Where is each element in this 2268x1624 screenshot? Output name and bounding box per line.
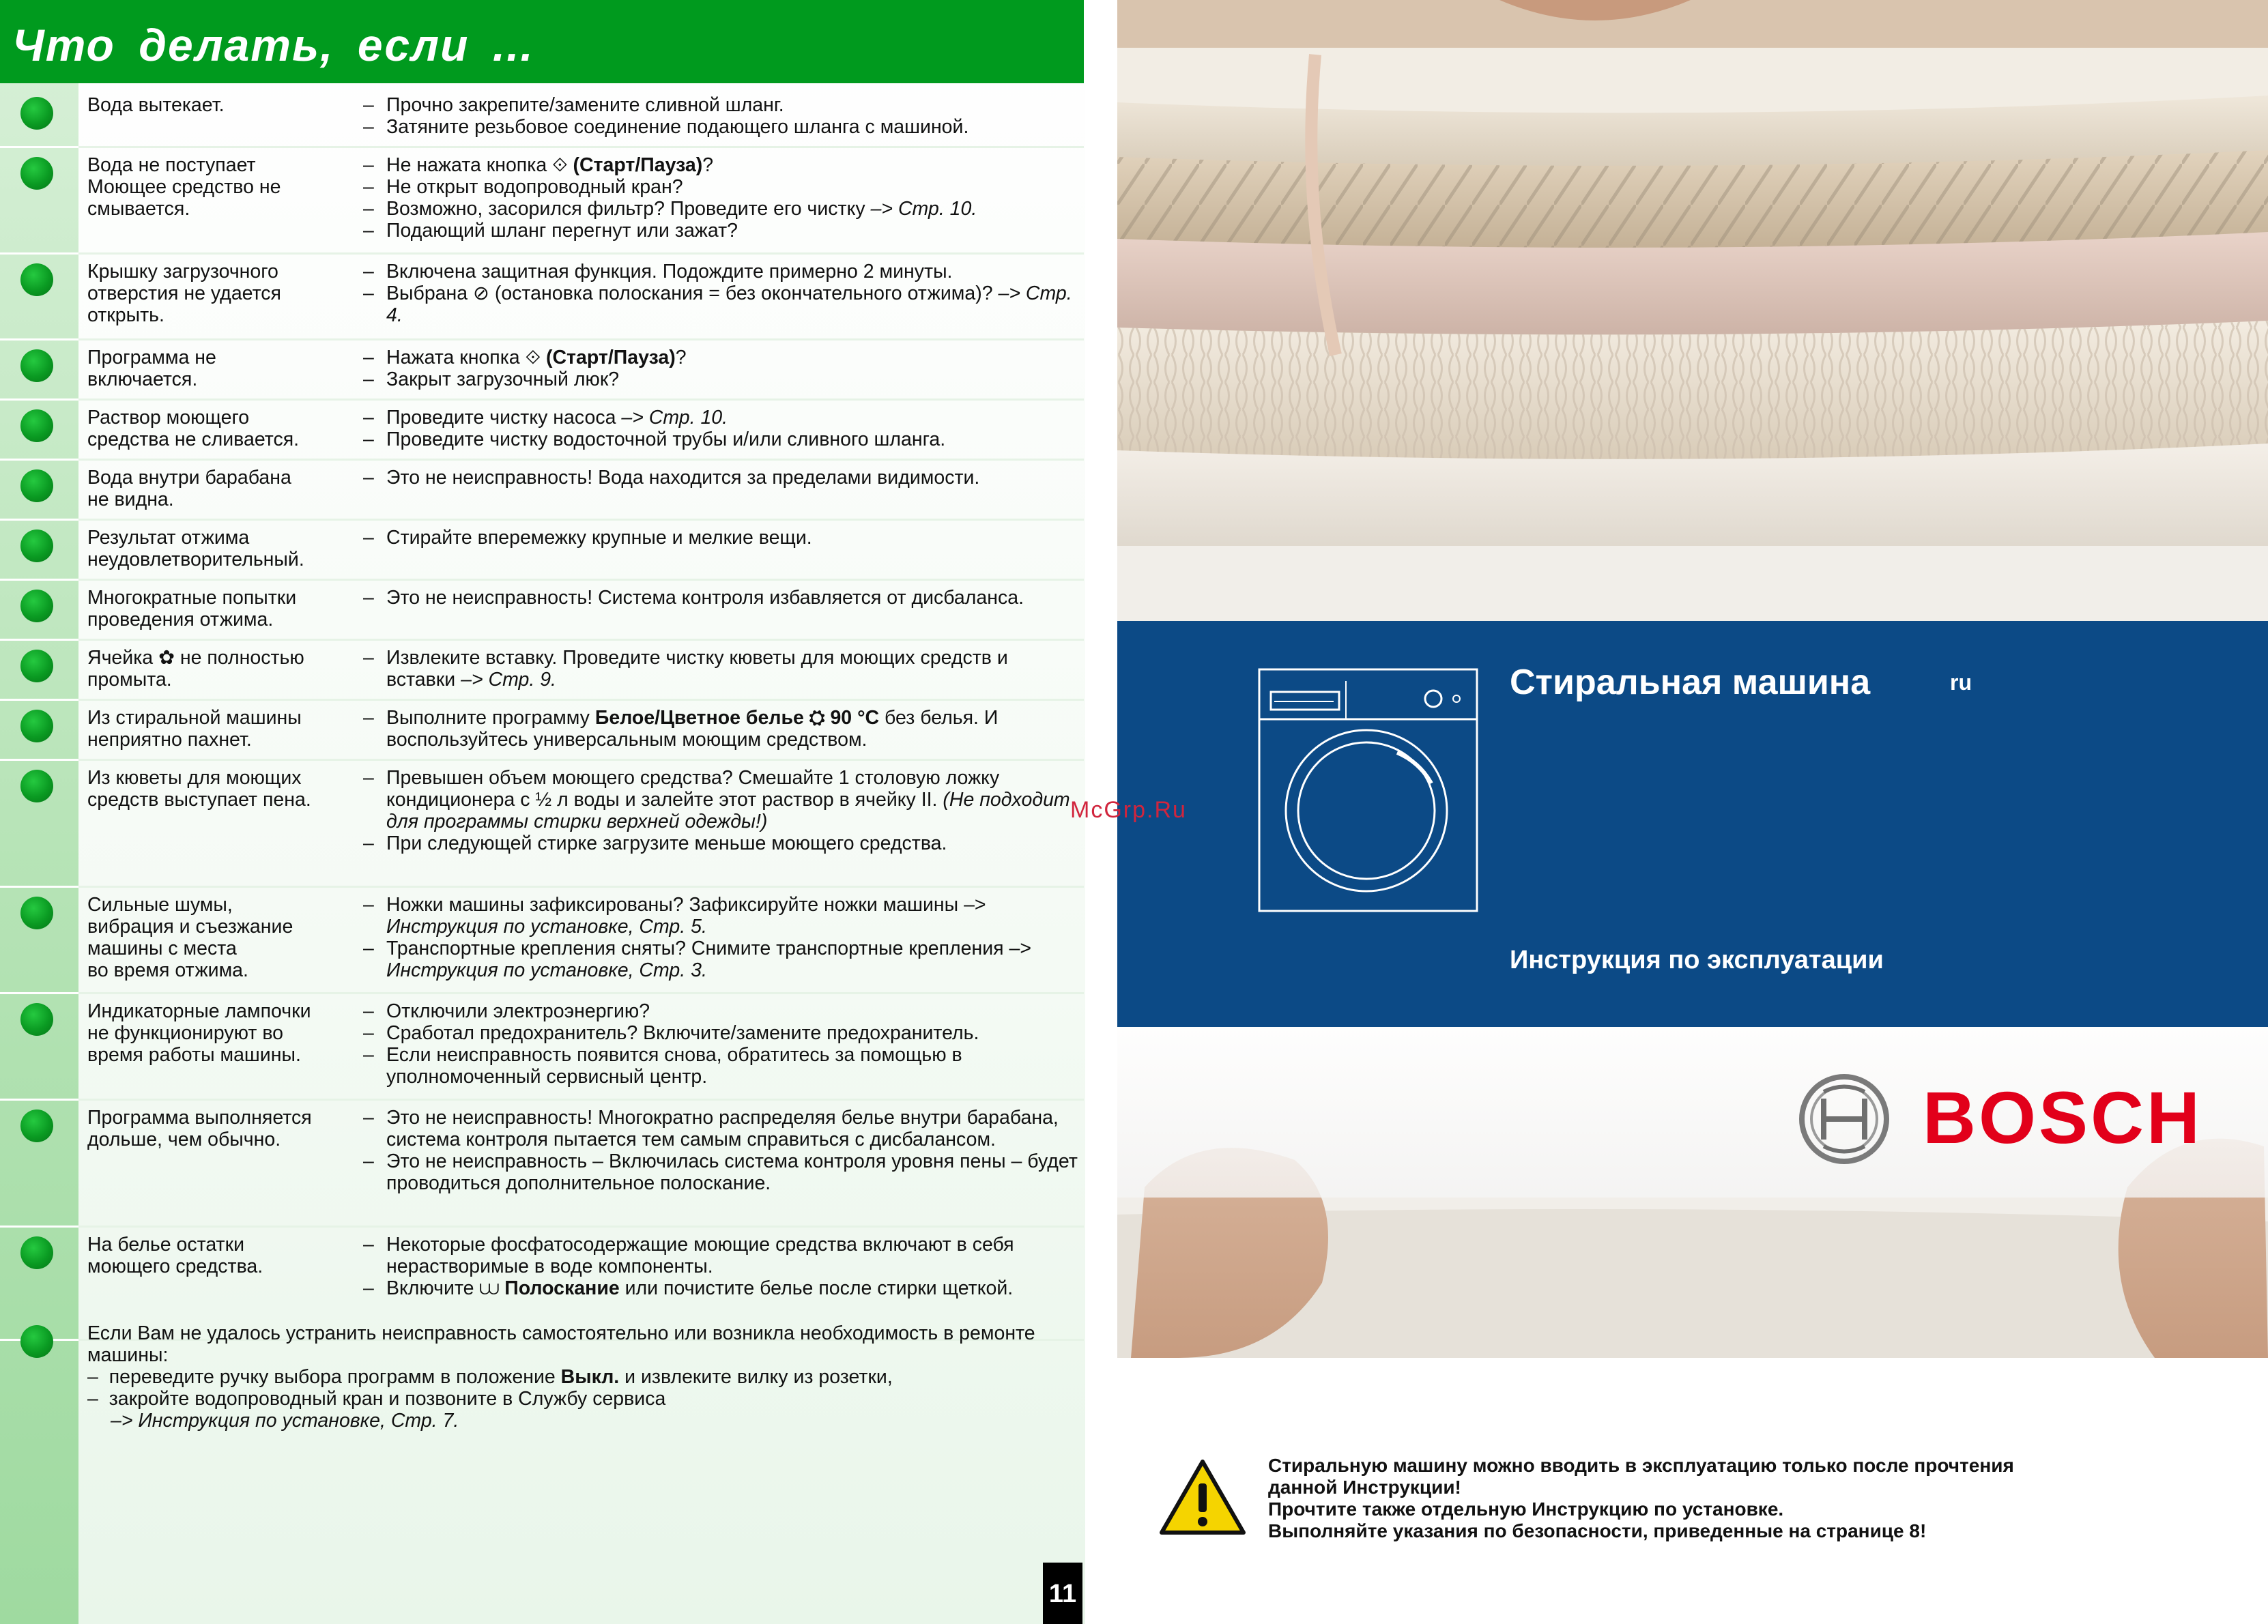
service-note-text xyxy=(87,1322,1077,1432)
dash-bullet: – xyxy=(363,368,374,390)
dash-bullet: – xyxy=(363,1107,374,1129)
remedy-text: Сработал предохранитель? Включите/замените предохранитель. xyxy=(386,1022,979,1044)
remedy-item xyxy=(363,282,1080,326)
dash-bullet: – xyxy=(363,938,374,959)
remedy-item xyxy=(363,1022,1080,1044)
remedy-item xyxy=(363,1044,1080,1088)
problem-text: Многократные попытки проведения отжима. xyxy=(87,587,297,630)
problem-text: Программа не включается. xyxy=(87,347,216,390)
bullet-dot xyxy=(20,157,53,190)
page-number: 11 xyxy=(1048,1580,1077,1608)
remedy-item xyxy=(363,467,1080,489)
header-bar xyxy=(0,0,1084,83)
remedy-text: ? xyxy=(702,154,714,176)
dash-bullet: – xyxy=(363,1277,374,1299)
remedy-text: –> Стр. 4. xyxy=(386,282,1072,326)
safety-warning-line: Выполняйте указания по безопасности, приведенные на странице 8! xyxy=(1268,1520,1927,1541)
bullet-dot xyxy=(20,590,53,622)
cover-page xyxy=(1117,0,2268,1624)
problem-text: Из кюветы для моющих средств выступает пена. xyxy=(87,767,311,811)
remedy-text: Инструкция по установке, Стр. 3. xyxy=(386,959,707,981)
bullet-dot xyxy=(20,1325,53,1358)
dash-bullet: – xyxy=(363,767,374,789)
remedy-list xyxy=(363,894,1080,981)
dash-bullet: – xyxy=(363,282,374,304)
remedy-text: Включите ⩊ xyxy=(386,1277,505,1299)
dash-bullet: – xyxy=(363,467,374,489)
row-divider xyxy=(78,146,1084,148)
service-note-item-text: переведите ручку выбора программ в положение xyxy=(109,1366,561,1388)
row-divider xyxy=(78,699,1084,701)
remedy-item xyxy=(363,261,1080,282)
remedy-item xyxy=(363,767,1080,832)
remedy-text: Полоскание xyxy=(504,1277,620,1299)
remedy-list xyxy=(363,767,1080,854)
row-divider xyxy=(78,886,1084,888)
remedy-list xyxy=(363,1107,1080,1194)
remedy-item xyxy=(363,407,1080,429)
troubleshooting-row xyxy=(0,996,1084,1101)
remedy-item xyxy=(363,116,1080,138)
page-title: Что делать, если ... xyxy=(12,20,534,70)
remedy-list xyxy=(363,707,1080,751)
remedy-list xyxy=(363,467,1080,489)
remedy-text: ? xyxy=(675,347,687,368)
page-number-box xyxy=(1043,1563,1082,1624)
service-note-intro: Если Вам не удалось устранить неисправность самостоятельно или возникла необходимость в ремонте машины: xyxy=(87,1322,1035,1366)
manual-subtitle: Инструкция по эксплуатации xyxy=(1510,946,1884,974)
remedy-text: Выполните программу xyxy=(386,707,595,729)
dash-bullet: – xyxy=(363,647,374,669)
remedy-text: Если неисправность появится снова, обратитесь за помощью в уполномоченный сервисный центр. xyxy=(386,1044,962,1088)
service-note-item-text: закройте водопроводный кран и позвоните в Службу сервиса xyxy=(109,1388,666,1410)
bosch-wordmark: BOSCH xyxy=(1923,1076,2203,1159)
dash-bullet: – xyxy=(363,94,374,116)
service-note-item-text: и извлеките вилку из розетки, xyxy=(619,1366,893,1388)
problem-text: Вода не поступает Моющее средство не смывается. xyxy=(87,154,281,220)
remedy-list xyxy=(363,261,1080,326)
remedy-text: Это не неисправность! Вода находится за пределами видимости. xyxy=(386,467,980,489)
remedy-text: Нажата кнопка ⟐ xyxy=(386,347,546,368)
remedy-list xyxy=(363,94,1080,138)
row-divider xyxy=(78,1226,1084,1228)
remedy-text: Отключили электроэнергию? xyxy=(386,1000,650,1022)
remedy-text: Проведите чистку насоса xyxy=(386,407,622,429)
remedy-list xyxy=(363,587,1080,609)
remedy-text: Выбрана ⊘ (остановка полоскания = без окончательного отжима)? xyxy=(386,282,999,304)
problem-text: Ячейка ✿ не полностью промыта. xyxy=(87,647,304,691)
remedy-text: Включена защитная функция. Подождите примерно 2 минуты. xyxy=(386,261,953,282)
remedy-item xyxy=(363,894,1080,938)
troubleshooting-row xyxy=(0,703,1084,761)
bullet-dot xyxy=(20,770,53,802)
service-note-item: – переведите ручку выбора программ в положение Выкл. и извлеките вилку из розетки, xyxy=(87,1366,893,1388)
bullet-dot xyxy=(20,897,53,929)
remedy-item xyxy=(363,429,1080,450)
dash-bullet: – xyxy=(363,347,374,368)
remedy-item xyxy=(363,220,1080,242)
dash-bullet: – xyxy=(363,198,374,220)
remedy-item xyxy=(363,707,1080,751)
remedy-text: (Старт/Пауза) xyxy=(573,154,703,176)
remedy-item xyxy=(363,832,1080,854)
bullet-dot xyxy=(20,710,53,742)
remedy-list xyxy=(363,347,1080,390)
remedy-text: Это не неисправность – Включилась система контроля уровня пены – будет проводиться дополнительное полоскание. xyxy=(386,1150,1078,1194)
safety-warning-line: Стиральную машину можно вводить в эксплуатацию только после прочтения xyxy=(1268,1455,2014,1476)
remedy-text: Прочно закрепите/замените сливной шланг. xyxy=(386,94,784,116)
remedy-item xyxy=(363,1234,1080,1277)
remedy-item xyxy=(363,198,1080,220)
remedy-item xyxy=(363,1150,1080,1194)
remedy-text: (Старт/Пауза) xyxy=(545,347,676,368)
bullet-dot xyxy=(20,530,53,562)
remedy-text: Проведите чистку водосточной трубы и/или сливного шланга. xyxy=(386,429,946,450)
remedy-list xyxy=(363,407,1080,450)
language-code: ru xyxy=(1950,670,1972,695)
dash-bullet: – xyxy=(363,407,374,429)
remedy-text: Превышен объем моющего средства? Смешайте 1 столовую ложку кондиционера с ½ л воды и залейте этот раствор в ячейку II. xyxy=(386,767,1000,811)
row-divider xyxy=(78,459,1084,461)
troubleshooting-row xyxy=(0,150,1084,255)
remedy-text: Не нажата кнопка ⟐ xyxy=(386,154,573,176)
service-note-item-bold: Выкл. xyxy=(560,1366,620,1388)
dash-bullet: – xyxy=(363,1000,374,1022)
row-divider xyxy=(78,1099,1084,1101)
troubleshooting-row xyxy=(0,343,1084,401)
row-divider xyxy=(78,992,1084,994)
troubleshooting-row xyxy=(0,1103,1084,1228)
troubleshooting-row xyxy=(0,523,1084,581)
remedy-text: Белое/Цветное белье ⛭ 90 °C xyxy=(594,707,880,729)
service-note xyxy=(0,1318,1084,1455)
remedy-item xyxy=(363,527,1080,549)
remedy-list xyxy=(363,154,1080,242)
remedy-text: или почистите белье после стирки щеткой. xyxy=(619,1277,1014,1299)
remedy-text: Некоторые фосфатосодержащие моющие средства включают в себя нерастворимые в воде компоненты. xyxy=(386,1234,1014,1277)
remedy-text: Транспортные крепления сняты? Снимите транспортные крепления –> xyxy=(386,938,1032,959)
problem-text: Сильные шумы, вибрация и съезжание машины с места во время отжима. xyxy=(87,894,293,981)
bullet-dot xyxy=(20,1236,53,1269)
remedy-item xyxy=(363,94,1080,116)
troubleshooting-row xyxy=(0,403,1084,461)
dash-bullet: – xyxy=(363,1234,374,1256)
dash-bullet: – xyxy=(363,527,374,549)
dash-bullet: – xyxy=(363,832,374,854)
bullet-dot xyxy=(20,650,53,682)
problem-text: Индикаторные лампочки не функционируют во время работы машины. xyxy=(87,1000,311,1066)
remedy-text: Закрыт загрузочный люк? xyxy=(386,368,620,390)
remedy-text: Это не неисправность! Многократно распределяя белье внутри барабана, система контроля пытается тем самым справиться с дисбалансом. xyxy=(386,1107,1059,1150)
remedy-text: Это не неисправность! Система контроля избавляется от дисбаланса. xyxy=(386,587,1024,609)
dash-bullet: – xyxy=(363,429,374,450)
safety-warning-line: данной Инструкции! xyxy=(1268,1477,1461,1498)
row-divider xyxy=(78,398,1084,401)
remedy-text: Затяните резьбовое соединение подающего шланга с машиной. xyxy=(386,116,969,138)
bullet-dot xyxy=(20,469,53,502)
cover-title-panel xyxy=(1117,621,2268,1027)
problem-text: Раствор моющего средства не сливается. xyxy=(87,407,300,450)
remedy-text: Возможно, засорился фильтр? Проведите его чистку xyxy=(386,198,871,220)
bosch-logo-icon xyxy=(1796,1071,1892,1167)
row-divider xyxy=(78,759,1084,761)
remedy-text: Извлеките вставку. Проведите чистку кюветы для моющих средств и вставки xyxy=(386,647,1008,691)
safety-warning xyxy=(1268,1455,2224,1542)
dash-bullet: – xyxy=(363,587,374,609)
dash-bullet: – xyxy=(363,154,374,176)
product-title: Стиральная машина xyxy=(1510,663,1871,702)
brand-band xyxy=(1117,1027,2268,1198)
remedy-list xyxy=(363,1234,1080,1299)
troubleshooting-row xyxy=(0,90,1084,148)
remedy-text: –> Стр. 10. xyxy=(870,198,977,220)
remedy-item xyxy=(363,1107,1080,1150)
dash-bullet: – xyxy=(363,1044,374,1066)
dash-bullet: – xyxy=(363,261,374,282)
problem-text: Вода внутри барабана не видна. xyxy=(87,467,291,510)
service-note-reference: –> Инструкция по установке, Стр. 7. xyxy=(111,1410,459,1432)
remedy-item xyxy=(363,1277,1080,1299)
dash-bullet: – xyxy=(363,176,374,198)
bullet-dot xyxy=(20,349,53,382)
remedy-item xyxy=(363,647,1080,691)
troubleshooting-page xyxy=(0,0,1085,1624)
remedy-text: Ножки машины зафиксированы? Зафиксируйте ножки машины –> xyxy=(386,894,986,916)
remedy-list xyxy=(363,527,1080,549)
remedy-list xyxy=(363,1000,1080,1088)
dash-bullet: – xyxy=(363,894,374,916)
remedy-item xyxy=(363,154,1080,176)
safety-warning-line: Прочтите также отдельную Инструкцию по установке. xyxy=(1268,1498,1784,1520)
bullet-dot xyxy=(20,263,53,296)
troubleshooting-row xyxy=(0,463,1084,521)
remedy-text: При следующей стирке загрузите меньше моющего средства. xyxy=(386,832,947,854)
troubleshooting-row xyxy=(0,257,1084,340)
remedy-text: –> Стр. 10. xyxy=(621,407,728,429)
remedy-list xyxy=(363,647,1080,691)
bullet-dot xyxy=(20,409,53,442)
troubleshooting-row xyxy=(0,763,1084,888)
problem-text: На белье остатки моющего средства. xyxy=(87,1234,263,1277)
remedy-item xyxy=(363,938,1080,981)
problem-text: Программа выполняется дольше, чем обычно. xyxy=(87,1107,312,1150)
remedy-text: Инструкция по установке, Стр. 5. xyxy=(386,916,707,938)
row-divider xyxy=(78,338,1084,340)
remedy-text: Стирайте вперемежку крупные и мелкие вещи. xyxy=(386,527,812,549)
remedy-text: –> Стр. 9. xyxy=(461,669,556,691)
problem-text: Вода вытекает. xyxy=(87,94,225,116)
troubleshooting-row xyxy=(0,890,1084,994)
bullet-dot xyxy=(20,1003,53,1036)
remedy-item xyxy=(363,587,1080,609)
dash-bullet: – xyxy=(363,1022,374,1044)
dash-bullet: – xyxy=(363,220,374,242)
remedy-item xyxy=(363,347,1080,368)
bullet-dot xyxy=(20,1110,53,1142)
problem-text: Из стиральной машины неприятно пахнет. xyxy=(87,707,302,751)
bullet-dot xyxy=(20,97,53,130)
troubleshooting-row xyxy=(0,583,1084,641)
remedy-text: (Не подходит для программы стирки верхней одежды!) xyxy=(386,789,1070,832)
remedy-item xyxy=(363,176,1080,198)
dash-bullet: – xyxy=(363,116,374,138)
dash-bullet: – xyxy=(363,1150,374,1172)
remedy-text: Не открыт водопроводный кран? xyxy=(386,176,683,198)
watermark: McGrp.Ru xyxy=(1070,797,1187,823)
row-divider xyxy=(78,252,1084,255)
remedy-text: Подающий шланг перегнут или зажат? xyxy=(386,220,738,242)
row-divider xyxy=(78,579,1084,581)
remedy-item xyxy=(363,1000,1080,1022)
problem-text: Крышку загрузочного отверстия не удается открыть. xyxy=(87,261,281,326)
remedy-item xyxy=(363,368,1080,390)
problem-text: Результат отжима неудовлетворительный. xyxy=(87,527,304,570)
washing-machine-icon xyxy=(1257,667,1479,913)
row-divider xyxy=(78,639,1084,641)
troubleshooting-row xyxy=(0,643,1084,701)
warning-icon xyxy=(1159,1459,1246,1535)
service-note-item: – закройте водопроводный кран и позвоните в Службу сервиса xyxy=(87,1388,666,1410)
row-divider xyxy=(78,519,1084,521)
dash-bullet: – xyxy=(363,707,374,729)
remedy-text: без белья. И воспользуйтесь универсальным моющим средством. xyxy=(386,707,999,751)
